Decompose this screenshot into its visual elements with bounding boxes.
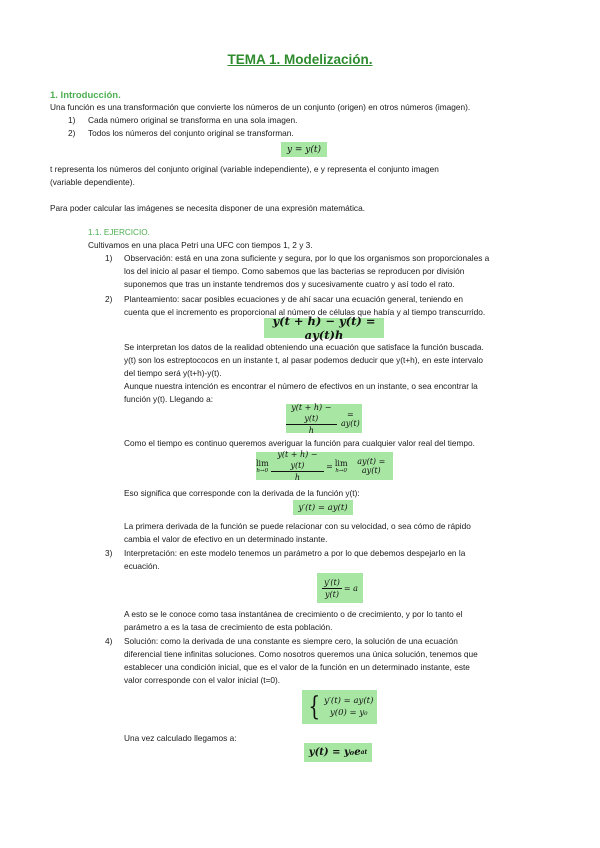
equation-system bbox=[306, 694, 374, 720]
interpretation-paragraph-line: del tiempo será y(t+h)-y(t). bbox=[124, 368, 222, 378]
solution-line: establecer una condición inicial, que es el valor de la función en un determinado instante, este bbox=[124, 662, 470, 672]
limit-subscript: h→0 bbox=[256, 467, 269, 474]
fraction bbox=[286, 402, 337, 436]
velocity-paragraph-line: La primera derivada de la función se puede relacionar con su velocidad, o sea cómo de rápido bbox=[124, 521, 471, 531]
intention-paragraph-line: función y(t). Llegando a: bbox=[124, 394, 214, 404]
list-item-number: 1) bbox=[68, 115, 76, 125]
step-number: 3) bbox=[105, 548, 113, 558]
limit-operator bbox=[335, 459, 348, 474]
interpretation-paragraph-line: Se interpretan los datos de la realidad obteniendo una ecuación que satisface la función buscada. bbox=[124, 342, 484, 352]
fraction bbox=[271, 449, 324, 483]
fraction bbox=[322, 577, 342, 600]
derivative-equation: y′(t) = ay(t) bbox=[293, 500, 353, 515]
fraction-denominator: y(t) bbox=[325, 589, 339, 599]
initial-value-system bbox=[302, 690, 377, 724]
approach-line: Planteamiento: sacar posibles ecuaciones y de ahí sacar una ecuación general, teniendo en bbox=[124, 294, 464, 304]
step-number: 2) bbox=[105, 294, 113, 304]
fraction-denominator: h bbox=[308, 425, 314, 435]
continuous-time-paragraph: Como el tiempo es continuo queremos averiguar la función para cualquier valor real del tiempo. bbox=[124, 438, 475, 448]
section-heading: 1. Introducción. bbox=[50, 90, 121, 101]
final-paragraph: Una vez calculado llegamos a: bbox=[124, 733, 237, 743]
growth-rate-equation bbox=[317, 573, 363, 603]
observation-line: los del inicio al pasar el tiempo. Como sabemos que las bacterias se reproducen por división bbox=[124, 266, 465, 276]
system-rows bbox=[324, 695, 373, 719]
system-row: y′(t) = ay(t) bbox=[324, 696, 374, 706]
equals-sign: = bbox=[326, 461, 333, 471]
closing-paragraph: Para poder calcular las imágenes se necesita disponer de una expresión matemática. bbox=[50, 203, 365, 213]
fraction-numerator: y′(t) bbox=[324, 577, 340, 587]
limit-subscript: h→0 bbox=[335, 467, 348, 474]
exercise-intro: Cultivamos en una placa Petri una UFC con tiempos 1, 2 y 3. bbox=[88, 240, 313, 250]
approach-line: cuenta que el incremento es proporcional al número de células que había y al tiempo transcurrido. bbox=[124, 307, 486, 317]
observation-line: Observación: está en una zona suficiente y segura, por lo que los organismos son proporcionales a bbox=[124, 253, 490, 263]
variables-description-line: (variable dependiente). bbox=[50, 177, 135, 187]
solution-base: y(t) = y₀e bbox=[308, 747, 361, 758]
list-item-number: 2) bbox=[68, 128, 76, 138]
growth-rate-paragraph-line: A esto se le conoce como tasa instantánea de crecimiento o de crecimiento, y por lo tanto el bbox=[124, 609, 463, 619]
page-title: TEMA 1. Modelización. bbox=[227, 52, 373, 67]
system-row: y(0) = y₀ bbox=[329, 708, 368, 718]
interpretation-line: Interpretación: en este modelo tenemos un parámetro a por lo que debemos despejarlo en la bbox=[124, 548, 466, 558]
observation-line: suponemos que tras un instante tendremos dos y sucesivamente cuatro y así todo el rato. bbox=[124, 279, 455, 289]
left-brace: { bbox=[308, 692, 320, 722]
step-number: 4) bbox=[105, 636, 113, 646]
formula-y-of-t: y = y(t) bbox=[281, 142, 327, 157]
solution-line: Solución: como la derivada de una constante es siempre cero, la solución de una ecuación bbox=[124, 636, 458, 646]
limit-label: lim bbox=[334, 458, 348, 468]
variables-description-line: t representa los números del conjunto original (variable independiente), e y representa el conjunto imagen bbox=[50, 164, 439, 174]
list-item-text: Todos los números del conjunto original se transforman. bbox=[88, 128, 294, 138]
solution-exponent: at bbox=[360, 749, 368, 756]
solution-line: valor corresponde con el valor inicial (t=0). bbox=[124, 675, 281, 685]
limit-equation bbox=[256, 452, 393, 480]
derivative-paragraph: Eso significa que corresponde con la derivada de la función y(t): bbox=[124, 488, 360, 498]
equation-rhs: = a bbox=[343, 583, 358, 593]
exercise-heading: 1.1. EJERCICIO. bbox=[88, 228, 150, 237]
equation-rhs: ay(t) = ay(t) bbox=[357, 457, 386, 475]
fraction-numerator: y(t + h) − y(t) bbox=[271, 449, 324, 472]
interpretation-line: ecuación. bbox=[124, 561, 160, 571]
interpretation-paragraph-line: y(t) son los estreptococos en un instante t, al pasar podemos deducir que y(t+h), en este intervalo bbox=[124, 355, 484, 365]
limit-label: lim bbox=[256, 458, 269, 468]
velocity-paragraph-line: cambia el valor de efectivo en un determinado instante. bbox=[124, 534, 328, 544]
difference-quotient-equation bbox=[286, 404, 362, 433]
fraction-denominator: h bbox=[294, 473, 301, 482]
list-item-text: Cada número original se transforma en una sola imagen. bbox=[88, 115, 298, 125]
intention-paragraph-line: Aunque nuestra intención es encontrar el número de efectivos en un instante, o sea encontrar la bbox=[124, 381, 478, 391]
final-solution-equation bbox=[304, 743, 372, 762]
general-equation: y(t + h) − y(t) = ay(t)h bbox=[264, 318, 384, 338]
growth-rate-paragraph-line: parámetro a es la tasa de crecimiento de esta población. bbox=[124, 622, 333, 632]
equation-rhs: = ay(t) bbox=[340, 409, 360, 428]
fraction-numerator: y(t + h) − y(t) bbox=[286, 402, 337, 425]
limit-operator bbox=[256, 459, 269, 474]
step-number: 1) bbox=[105, 253, 113, 263]
intro-paragraph: Una función es una transformación que convierte los números de un conjunto (origen) en otros números (imagen). bbox=[50, 102, 471, 112]
solution-line: diferencial tiene infinitas soluciones. Como nosotros queremos una única solución, tenemos que bbox=[124, 649, 478, 659]
